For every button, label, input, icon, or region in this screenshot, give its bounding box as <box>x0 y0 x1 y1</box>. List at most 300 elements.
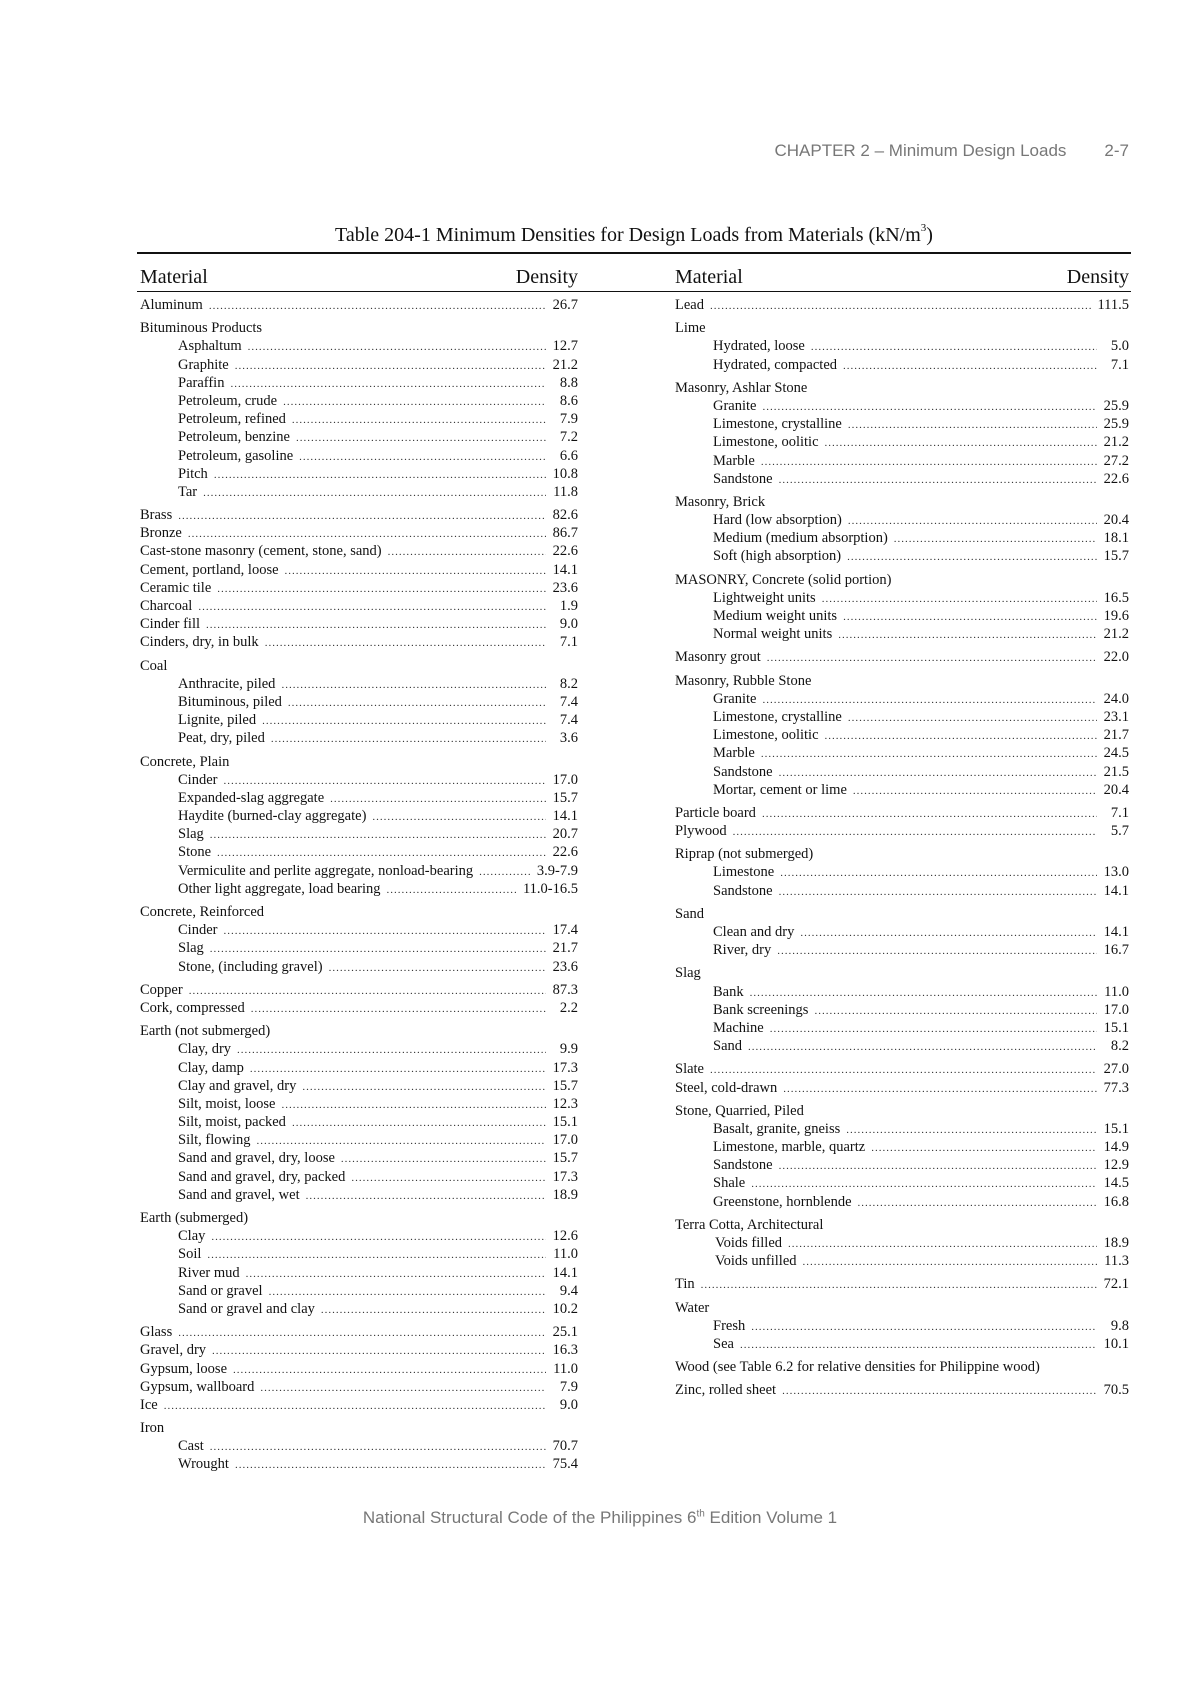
density-value: 15.1 <box>552 1114 578 1131</box>
density-value: 11.3 <box>1104 1253 1129 1270</box>
density-value: 17.0 <box>552 1132 578 1149</box>
dot-leader <box>210 940 546 958</box>
density-value: 6.6 <box>559 447 578 464</box>
table-row <box>675 511 1129 529</box>
category-row <box>675 905 1129 923</box>
dot-leader <box>762 691 1097 709</box>
dot-leader <box>250 1060 546 1078</box>
table-row <box>140 999 578 1017</box>
material-name: Lignite, piled <box>178 712 257 729</box>
density-heading: Density <box>515 266 578 288</box>
category-row <box>675 493 1129 511</box>
table-row <box>140 561 578 579</box>
material-name: Sand or gravel <box>178 1282 263 1299</box>
dot-leader <box>779 1157 1097 1175</box>
density-value: 14.9 <box>1103 1139 1129 1156</box>
material-name: Granite <box>713 397 757 414</box>
material-name: Coal <box>140 657 168 674</box>
density-value: 3.9-7.9 <box>536 862 578 879</box>
dot-leader <box>198 598 546 616</box>
table-row <box>675 296 1129 314</box>
material-name: Glass <box>140 1324 173 1341</box>
table-row <box>140 789 578 807</box>
density-value: 25.9 <box>1103 416 1129 433</box>
table-row <box>675 1138 1129 1156</box>
material-name: Cast <box>178 1438 204 1455</box>
dot-leader <box>257 1132 546 1150</box>
material-name: Concrete, Reinforced <box>140 904 265 920</box>
density-value: 9.0 <box>559 616 578 633</box>
dot-leader <box>770 1020 1097 1038</box>
table-row <box>140 1455 578 1473</box>
material-name: Expanded-slag aggregate <box>178 789 325 806</box>
density-value: 10.8 <box>552 465 578 482</box>
density-value: 17.3 <box>552 1059 578 1076</box>
dot-leader <box>762 398 1097 416</box>
dot-leader <box>206 616 546 634</box>
dot-leader <box>822 590 1097 608</box>
category-row <box>675 845 1129 863</box>
table-row <box>140 1341 578 1359</box>
table-row <box>140 1378 578 1396</box>
material-name: Medium (medium absorption) <box>713 530 888 547</box>
material-name: Charcoal <box>140 598 193 614</box>
material-name: Limestone, crystalline <box>713 416 842 433</box>
material-name: Limestone <box>713 864 775 881</box>
material-name: Gypsum, loose <box>140 1360 227 1377</box>
density-value: 22.6 <box>1103 470 1129 487</box>
material-name: Voids unfilled <box>715 1253 797 1270</box>
dot-leader <box>848 416 1097 434</box>
table-row <box>140 428 578 446</box>
category-row <box>140 1022 578 1040</box>
category-row <box>140 319 578 337</box>
density-value: 14.1 <box>1103 882 1129 899</box>
table-row <box>140 579 578 597</box>
material-name: Medium weight units <box>713 608 838 624</box>
material-name: Bronze <box>140 525 182 542</box>
category-row <box>675 964 1129 982</box>
table-row <box>140 939 578 957</box>
material-name: Other light aggregate, load bearing <box>178 880 381 897</box>
left-column <box>140 296 578 1474</box>
density-value: 26.7 <box>552 297 578 313</box>
material-name: Earth (submerged) <box>140 1210 249 1226</box>
density-value: 18.9 <box>1103 1235 1129 1251</box>
density-value: 7.1 <box>1110 804 1129 821</box>
dot-leader <box>178 507 546 525</box>
dot-leader <box>779 883 1097 901</box>
material-name: Asphaltum <box>178 338 242 355</box>
dot-leader <box>372 808 546 826</box>
density-value: 1.9 <box>559 598 578 614</box>
dot-leader <box>748 1038 1097 1056</box>
dot-leader <box>846 1121 1097 1139</box>
running-header <box>640 141 1129 161</box>
density-value: 72.1 <box>1103 1276 1129 1293</box>
density-value: 86.7 <box>552 525 578 542</box>
table-row <box>140 410 578 428</box>
material-name: Cement, portland, loose <box>140 561 279 578</box>
table-row <box>675 356 1129 374</box>
table-row <box>675 337 1129 355</box>
table-row <box>675 1252 1129 1270</box>
density-value: 5.0 <box>1110 338 1129 355</box>
material-name: Hard (low absorption) <box>713 512 842 529</box>
dot-leader <box>751 1318 1097 1336</box>
table-row <box>675 1079 1129 1097</box>
table-row <box>675 923 1129 941</box>
density-value: 13.0 <box>1103 864 1129 881</box>
dot-leader <box>299 448 546 466</box>
dot-leader <box>217 580 546 598</box>
material-name: Sea <box>713 1335 734 1352</box>
category-row <box>675 672 1129 690</box>
dot-leader <box>306 1187 546 1205</box>
material-name: Cinder <box>178 922 218 939</box>
dot-leader <box>283 393 546 411</box>
table-row <box>140 711 578 729</box>
density-value: 16.7 <box>1103 942 1129 959</box>
material-name: Sand <box>675 905 704 922</box>
material-name: Cinder <box>178 771 218 788</box>
density-value: 14.1 <box>552 808 578 825</box>
material-name: Silt, flowing <box>178 1132 251 1149</box>
material-name: Clay and gravel, dry <box>178 1077 297 1094</box>
dot-leader <box>203 484 546 502</box>
table-row <box>675 1001 1129 1019</box>
dot-leader <box>246 1265 546 1283</box>
density-value: 18.1 <box>1103 530 1129 547</box>
dot-leader <box>762 805 1097 823</box>
material-name: Limestone, crystalline <box>713 708 842 725</box>
dot-leader <box>288 694 546 712</box>
table-row <box>140 1059 578 1077</box>
table-row <box>675 863 1129 881</box>
page-footer <box>0 1508 1200 1528</box>
density-value: 21.2 <box>1103 626 1129 643</box>
dot-leader <box>767 649 1097 667</box>
dot-leader <box>710 1061 1097 1079</box>
material-name: Silt, moist, packed <box>178 1114 286 1131</box>
density-value: 14.1 <box>552 1264 578 1281</box>
material-name: Sand and gravel, dry, packed <box>178 1168 346 1185</box>
table-row <box>140 1095 578 1113</box>
density-value: 27.0 <box>1103 1061 1129 1078</box>
density-value: 7.4 <box>559 693 578 710</box>
left-column-header <box>140 266 578 288</box>
table-row <box>140 1227 578 1245</box>
dot-leader <box>281 676 546 694</box>
dot-leader <box>710 297 1091 315</box>
dot-leader <box>292 1114 546 1132</box>
material-name: Petroleum, refined <box>178 411 286 428</box>
dot-leader <box>269 1283 546 1301</box>
density-value: 21.5 <box>1103 763 1129 780</box>
table-row <box>140 729 578 747</box>
dot-leader <box>260 1379 546 1397</box>
density-value: 11.0 <box>1104 983 1129 1000</box>
dot-leader <box>847 548 1097 566</box>
table-row <box>675 941 1129 959</box>
density-value: 21.2 <box>1103 434 1129 451</box>
material-name: Bituminous, piled <box>178 693 282 710</box>
material-name: Bituminous Products <box>140 320 263 337</box>
material-name: Bank screenings <box>713 1001 809 1018</box>
material-name: Anthracite, piled <box>178 675 276 692</box>
table-row <box>140 981 578 999</box>
dot-leader <box>207 1246 546 1264</box>
table-row <box>140 771 578 789</box>
dot-leader <box>848 709 1097 727</box>
dot-leader <box>740 1336 1097 1354</box>
table-row <box>675 589 1129 607</box>
material-name: Clay, dry <box>178 1041 232 1058</box>
category-row <box>140 1209 578 1227</box>
table-row <box>140 807 578 825</box>
table-row <box>140 1168 578 1186</box>
density-value: 7.2 <box>559 429 578 446</box>
density-value: 11.8 <box>553 483 578 500</box>
material-name: Cork, compressed <box>140 999 245 1016</box>
category-row <box>675 319 1129 337</box>
material-name: Marble <box>713 452 755 469</box>
dot-leader <box>780 864 1097 882</box>
category-row <box>140 1419 578 1437</box>
category-row <box>140 753 578 771</box>
material-name: Masonry grout <box>675 649 761 666</box>
category-row <box>675 379 1129 397</box>
material-name: Graphite <box>178 356 229 373</box>
table-row <box>675 529 1129 547</box>
material-name: Terra Cotta, Architectural <box>675 1216 824 1233</box>
dot-leader <box>265 634 546 652</box>
dot-leader <box>843 608 1097 626</box>
table-row <box>675 822 1129 840</box>
table-row <box>675 607 1129 625</box>
material-name: Petroleum, benzine <box>178 429 290 446</box>
table-row <box>140 1077 578 1095</box>
material-name: Water <box>675 1299 710 1316</box>
density-value: 17.0 <box>552 771 578 788</box>
table-row <box>675 547 1129 565</box>
material-name: River mud <box>178 1264 240 1281</box>
density-value: 11.0 <box>553 1360 578 1377</box>
table-row <box>140 615 578 633</box>
material-name: Masonry, Rubble Stone <box>675 672 812 689</box>
table-row <box>675 648 1129 666</box>
table-row <box>140 675 578 693</box>
table-row <box>140 524 578 542</box>
dot-leader <box>251 1000 546 1018</box>
category-row <box>140 657 578 675</box>
material-name: Clay <box>178 1228 206 1245</box>
density-value: 87.3 <box>552 981 578 998</box>
density-value: 11.0 <box>553 1246 578 1263</box>
density-value: 11.0-16.5 <box>522 880 578 897</box>
dot-leader <box>296 429 546 447</box>
table-row <box>140 1040 578 1058</box>
material-name: Stone, (including gravel) <box>178 958 323 975</box>
category-row <box>675 1358 1129 1376</box>
table-title-text: Table 204-1 Minimum Densities for Design Loads from Materials (kN/m <box>335 224 921 246</box>
dot-leader <box>894 530 1097 548</box>
dot-leader <box>761 453 1097 471</box>
material-name: Steel, cold-drawn <box>675 1079 778 1096</box>
table-row <box>140 825 578 843</box>
material-name: Masonry, Brick <box>675 493 766 510</box>
category-row <box>675 1299 1129 1317</box>
density-value: 70.5 <box>1103 1382 1129 1399</box>
dot-leader <box>838 626 1097 644</box>
table-row <box>675 708 1129 726</box>
material-name: Hydrated, loose <box>713 338 805 355</box>
table-row <box>140 337 578 355</box>
footer-text: National Structural Code of the Philippines 6 <box>362 1508 697 1527</box>
material-name: Sandstone <box>713 1157 773 1174</box>
material-name: Clay, damp <box>178 1059 244 1076</box>
material-name: Concrete, Plain <box>140 753 230 770</box>
material-name: Mortar, cement or lime <box>713 781 847 798</box>
density-value: 9.8 <box>1110 1317 1129 1334</box>
dot-leader <box>164 1397 546 1415</box>
density-value: 16.5 <box>1103 589 1129 606</box>
density-value: 24.0 <box>1103 690 1129 707</box>
material-name: Bank <box>713 983 744 1000</box>
footer-text-suffix: Edition Volume 1 <box>704 1508 838 1527</box>
material-name: Brass <box>140 507 173 524</box>
material-name: MASONRY, Concrete (solid portion) <box>675 571 892 588</box>
table-row <box>140 880 578 898</box>
density-value: 7.9 <box>559 1378 578 1395</box>
density-value: 9.9 <box>559 1041 578 1058</box>
table-row <box>140 862 578 880</box>
table-row <box>140 1186 578 1204</box>
table-title-close: ) <box>926 224 933 246</box>
material-name: Soft (high absorption) <box>713 548 842 565</box>
material-name: Petroleum, gasoline <box>178 447 294 464</box>
material-name: Voids filled <box>715 1235 782 1251</box>
material-name: Particle board <box>675 804 756 821</box>
density-value: 77.3 <box>1103 1079 1129 1096</box>
table-row <box>140 1437 578 1455</box>
material-name: Limestone, oolitic <box>713 434 819 451</box>
table-row <box>675 882 1129 900</box>
table-row <box>675 397 1129 415</box>
dot-leader <box>388 543 546 561</box>
table-row <box>675 744 1129 762</box>
density-value: 21.2 <box>552 356 578 373</box>
dot-leader <box>788 1235 1097 1253</box>
material-name: Slate <box>675 1061 704 1078</box>
material-name: Gypsum, wallboard <box>140 1378 255 1395</box>
dot-leader <box>779 764 1097 782</box>
density-value: 15.7 <box>552 1077 578 1094</box>
dot-leader <box>779 471 1097 489</box>
material-name: Zinc, rolled sheet <box>675 1382 777 1399</box>
dot-leader <box>783 1080 1097 1098</box>
density-value: 25.1 <box>552 1324 578 1341</box>
table-row <box>675 690 1129 708</box>
dot-leader <box>214 466 546 484</box>
table-row <box>140 597 578 615</box>
page-number: 2-7 <box>1104 141 1129 160</box>
table-row <box>675 452 1129 470</box>
density-value: 20.7 <box>552 826 578 843</box>
density-value: 7.9 <box>559 411 578 428</box>
dot-leader <box>210 826 546 844</box>
table-row <box>140 1245 578 1263</box>
dot-leader <box>282 1096 547 1114</box>
material-name: Plywood <box>675 823 727 840</box>
material-name: Sand and gravel, wet <box>178 1186 300 1203</box>
material-name: Cinder fill <box>140 616 201 633</box>
dot-leader <box>800 924 1097 942</box>
category-row <box>140 903 578 921</box>
density-value: 20.4 <box>1103 512 1129 529</box>
dot-leader <box>777 942 1097 960</box>
table-row <box>140 1113 578 1131</box>
table-row <box>675 625 1129 643</box>
dot-leader <box>848 512 1097 530</box>
material-name: Haydite (burned-clay aggregate) <box>178 808 367 825</box>
density-value: 23.6 <box>552 579 578 596</box>
table-row <box>140 633 578 651</box>
material-name: Petroleum, crude <box>178 392 278 409</box>
table-top-rule <box>137 252 1131 254</box>
material-name: Copper <box>140 981 183 998</box>
density-value: 12.3 <box>552 1095 578 1112</box>
density-value: 16.3 <box>552 1342 578 1359</box>
table-row <box>140 506 578 524</box>
dot-leader <box>782 1382 1097 1400</box>
material-name: Pitch <box>178 465 208 482</box>
density-value: 10.2 <box>552 1300 578 1317</box>
material-name: Lime <box>675 320 706 337</box>
density-value: 9.4 <box>559 1282 578 1299</box>
table-row <box>675 804 1129 822</box>
dot-leader <box>858 1194 1097 1212</box>
table-row <box>675 1381 1129 1399</box>
dot-leader <box>178 1324 546 1342</box>
material-name: Iron <box>140 1420 165 1437</box>
density-value: 21.7 <box>1103 727 1129 744</box>
table-title <box>137 224 1131 247</box>
footer-superscript: th <box>696 1508 705 1520</box>
table-title-superscript: 3 <box>920 222 927 235</box>
density-value: 8.2 <box>1110 1038 1129 1055</box>
density-value: 25.9 <box>1103 397 1129 414</box>
material-name: Basalt, granite, gneiss <box>713 1120 841 1137</box>
table-row <box>675 1193 1129 1211</box>
density-value: 17.3 <box>552 1168 578 1185</box>
category-row <box>675 571 1129 589</box>
dot-leader <box>843 357 1097 375</box>
table-row <box>675 1156 1129 1174</box>
table-row <box>675 433 1129 451</box>
category-row <box>675 1216 1129 1234</box>
table-row <box>675 1060 1129 1078</box>
material-name: Stone <box>178 844 212 861</box>
density-value: 14.1 <box>552 561 578 578</box>
material-name: Lead <box>675 297 704 313</box>
material-name: Shale <box>713 1175 746 1192</box>
density-value: 23.1 <box>1103 708 1129 725</box>
table-row <box>675 1174 1129 1192</box>
density-value: 23.6 <box>552 958 578 975</box>
table-row <box>140 465 578 483</box>
density-value: 5.7 <box>1110 823 1129 840</box>
